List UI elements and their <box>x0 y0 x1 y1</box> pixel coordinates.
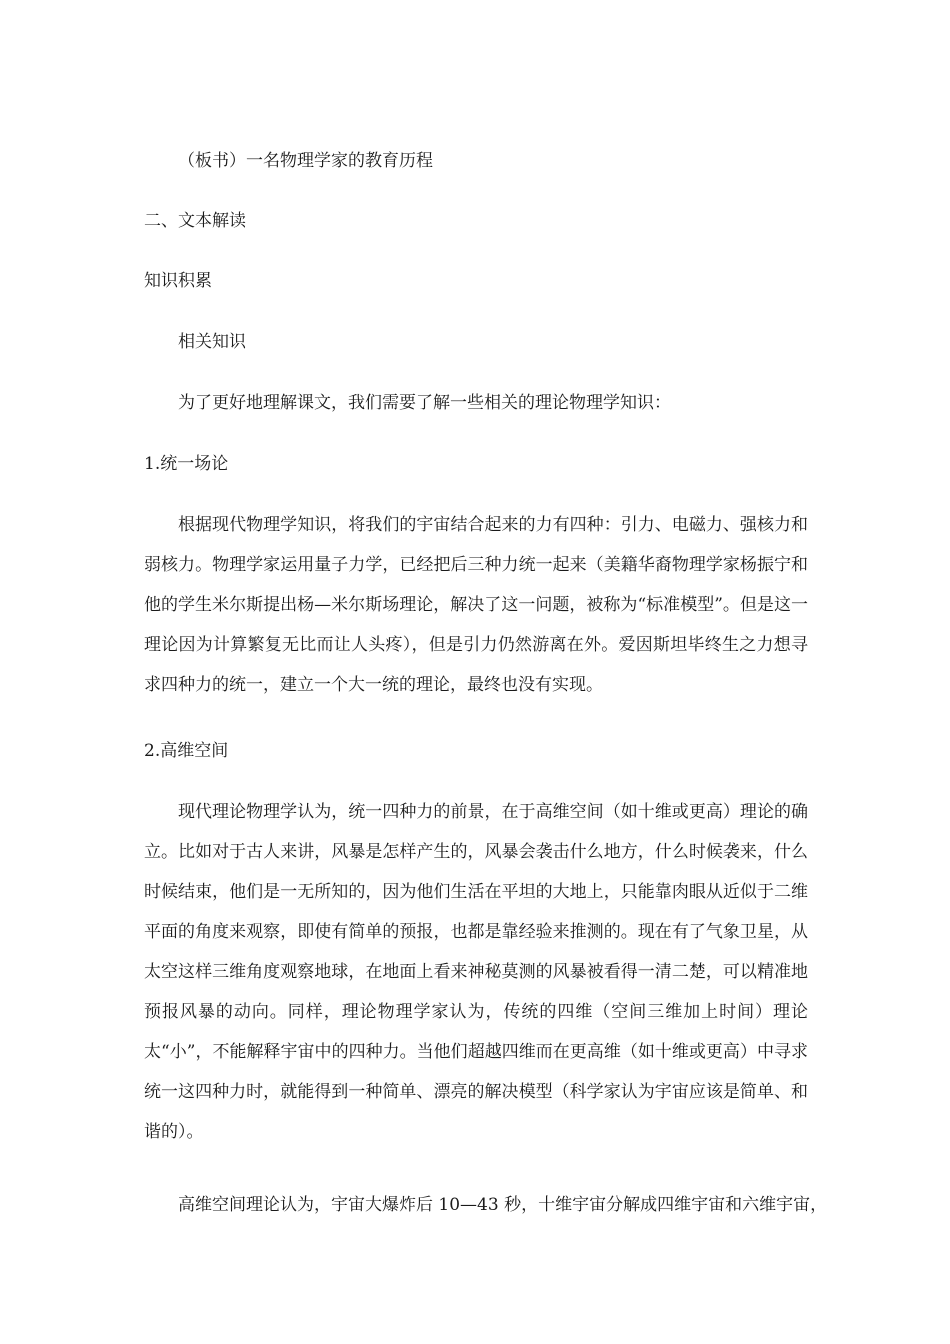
section-heading: 二、文本解读 <box>144 211 246 231</box>
item1-paragraph: 根据现代物理学知识，将我们的宇宙结合起来的力有四种：引力、电磁力、强核力和弱核力。物理学家运用量子力学，已经把后三种力统一起来（美籍华裔物理学家杨振宁和他的学生米尔斯提出杨—米尔斯场理论，解决了这一问题，被称为“标准模型”。但是这一理论因为计算繁复无比而让人头疼），但是引力仍然游离在外。爱因斯坦毕终生之力想寻求四种力的统一，建立一个大一统的理论，最终也没有实现。 <box>144 515 808 695</box>
board-title: （板书）一名物理学家的教育历程 <box>178 151 433 171</box>
sub-heading: 知识积累 <box>144 271 212 291</box>
item2-heading: 2.高维空间 <box>144 741 229 761</box>
item1-heading: 1.统一场论 <box>144 454 229 474</box>
intro-sentence: 为了更好地理解课文，我们需要了解一些相关的理论物理学知识： <box>178 393 671 413</box>
related-knowledge-label: 相关知识 <box>178 332 246 352</box>
item2-paragraph-continued: 高维空间理论认为，宇宙大爆炸后 10—43 秒，十维宇宙分解成四维宇宙和六维宇宙， <box>178 1195 828 1215</box>
item2-paragraph: 现代理论物理学认为，统一四种力的前景，在于高维空间（如十维或更高）理论的确立。比如对于古人来讲，风暴是怎样产生的，风暴会袭击什么地方，什么时候袭来，什么时候结束，他们是一无所知的，因为他们生活在平坦的大地上，只能靠肉眼从近似于二维平面的角度来观察，即使有简单的预报，也都是靠经验来推测的。现在有了气象卫星，从太空这样三维角度观察地球，在地面上看来神秘莫测的风暴被看得一清二楚，可以精准地预报风暴的动向。同样，理论物理学家认为，传统的四维（空间三维加上时间）理论太“小”，不能解释宇宙中的四种力。当他们超越四维而在更高维（如十维或更高）中寻求统一这四种力时，就能得到一种简单、漂亮的解决模型（科学家认为宇宙应该是简单、和谐的）。 <box>144 802 808 1142</box>
